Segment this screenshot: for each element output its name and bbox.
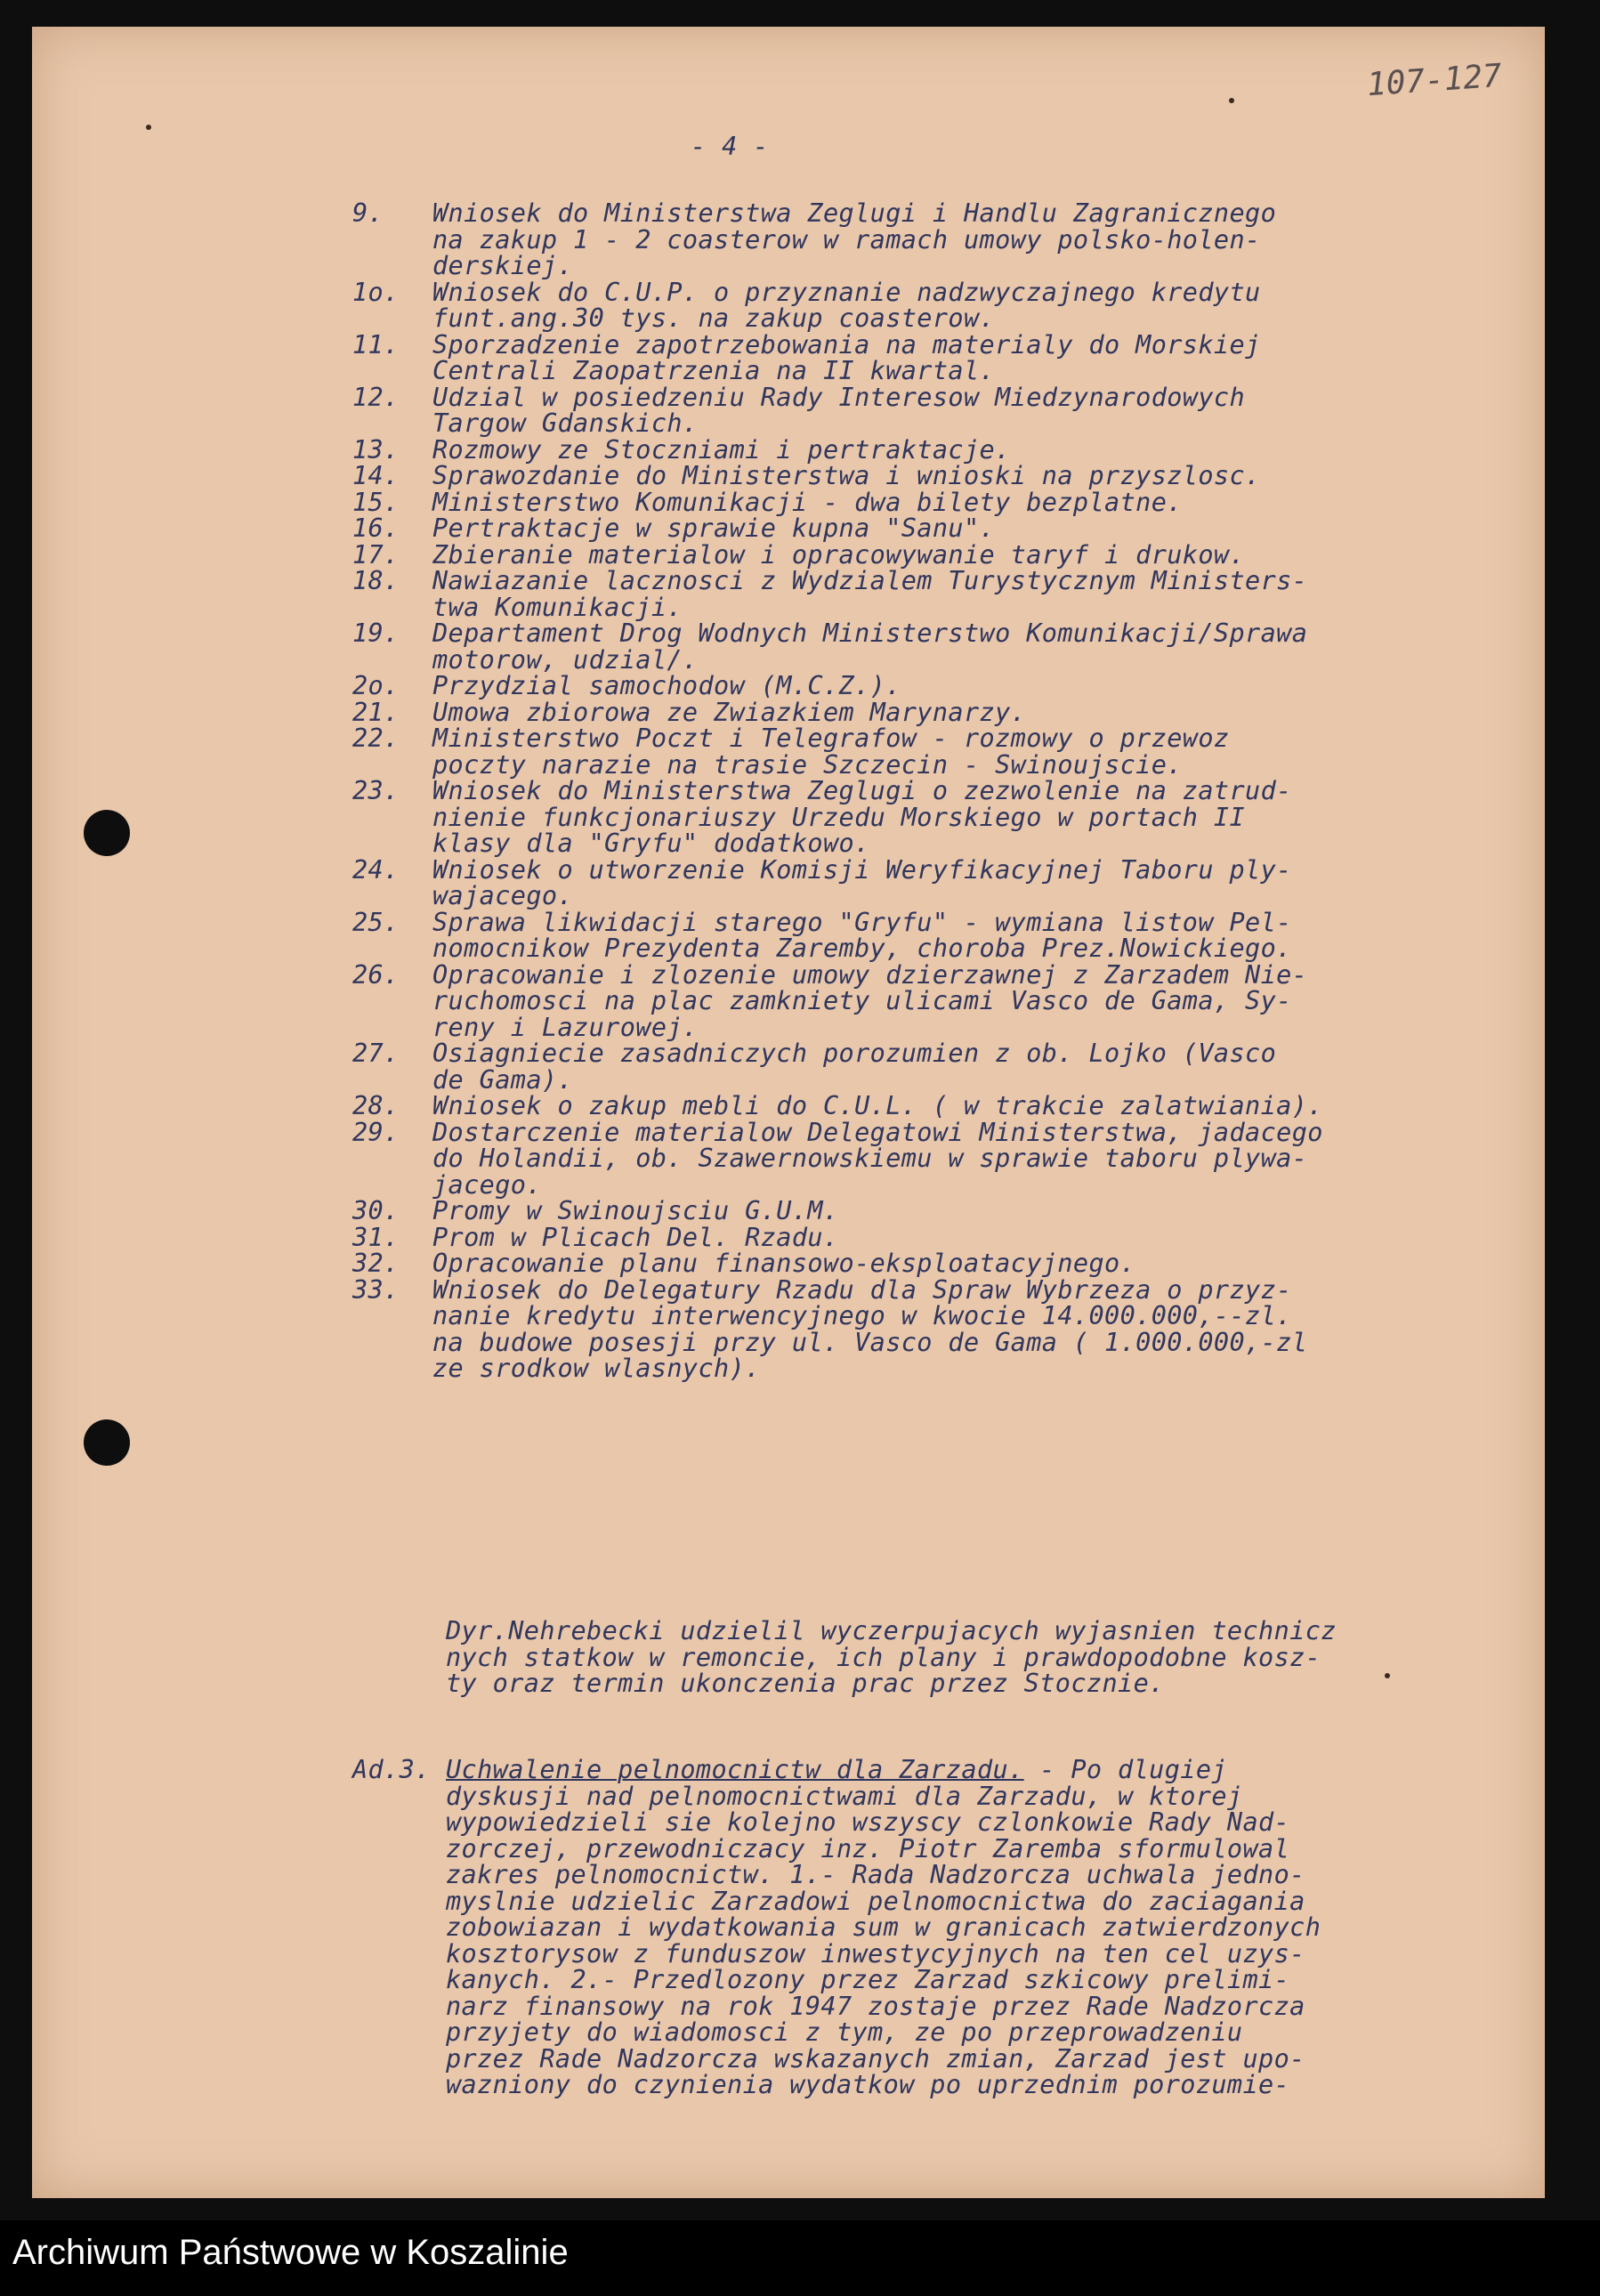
item-number: 29. — [352, 1117, 400, 1147]
item-number: 18. — [352, 566, 400, 595]
item-text: Umowa zbiorowa ze Zwiazkiem Marynarzy. — [432, 697, 1027, 727]
list-item — [352, 489, 1545, 516]
item-text: Zbieranie materialow i opracowywanie taryf i drukow. — [432, 539, 1246, 570]
item-text: Udzial w posiedzeniu Rady Interesow Miedzynarodowych Targow Gdanskich. — [432, 382, 1246, 438]
item-text: Prom w Plicach Del. Rzadu. — [432, 1222, 839, 1252]
item-text: Nawiazanie lacznosci z Wydzialem Turystycznym Ministers- twa Komunikacji. — [432, 566, 1308, 622]
item-text: Wniosek do Delegatury Rzadu dla Spraw Wybrzeza o przyz- nanie kredytu interwencyjnego w kwocie 14.000.000,--zl. na budowe posesji przy ul. Vasco de Gama ( 1.000.000,-zl ze srodkow wlasnych). — [432, 1274, 1308, 1383]
item-text: Rozmowy ze Stoczniami i pertraktacje. — [432, 434, 1011, 465]
list-item — [352, 673, 1545, 699]
item-text: Promy w Swinoujsciu G.U.M. — [432, 1196, 839, 1225]
agenda-point-3 — [352, 1757, 1545, 2098]
item-text: Wniosek do Ministerstwa Zeglugi i Handlu Zagranicznego na zakup 1 - 2 coasterow w ramach umowy polsko-holen- derskiej. — [432, 198, 1277, 280]
list-item — [352, 329, 1545, 385]
item-number: 14. — [352, 461, 400, 490]
list-item — [352, 539, 1545, 570]
list-item — [352, 1222, 1545, 1252]
item-text: Dostarczenie materialow Delegatowi Ministerstwa, jadacego do Holandii, ob. Szawernowskiemu w sprawie taboru plywa- jacego. — [432, 1117, 1323, 1200]
item-number: 19. — [352, 618, 400, 648]
item-text: Departament Drog Wodnych Ministerstwo Komunikacji/Sprawa motorow, udzial/. — [432, 618, 1308, 675]
item-text: Opracowanie i zlozenie umowy dzierzawnej z Zarzadem Nie- ruchomosci na plac zamkniety ulicami Vasco de Gama, Sy- reny i Lazurowej. — [432, 959, 1308, 1042]
item-text: Wniosek do Ministerstwa Zeglugi o zezwolenie na zatrud- nienie funkcjonariuszy Urzedu Morskiego w portach II klasy dla "Gryfu" dodatkowo. — [432, 776, 1292, 858]
item-text: Osiagniecie zasadniczych porozumien z ob. Lojko (Vasco de Gama). — [432, 1039, 1277, 1095]
item-number: 33. — [352, 1274, 400, 1305]
archive-page-annotation: 107-127 — [1365, 57, 1503, 104]
item-number: 30. — [352, 1196, 400, 1225]
agenda-point-heading: Uchwalenie pelnomocnictw dla Zarzadu. — [446, 1755, 1024, 1784]
item-number: 13. — [352, 434, 400, 465]
list-item — [352, 463, 1545, 489]
list-item — [352, 1250, 1545, 1277]
item-text: Opracowanie planu finansowo-eksploatacyjnego. — [432, 1249, 1136, 1278]
agenda-item-list — [352, 200, 1545, 1382]
item-number: 2o. — [352, 671, 400, 700]
item-number: 23. — [352, 776, 400, 805]
list-item — [352, 1117, 1545, 1200]
agenda-point-text: - Po dlugiej dyskusji nad pelnomocnictwami dla Zarzadu, w ktorej wypowiedzieli sie kolejno wszyscy czlonkowie Rady Nad- zorczej, przewodniczacy inz. Piotr Zaremba sformulowal zakres pelnomocnictw. 1.- Rada Nadzorcza uchwala jedno- myslnie udzielic Zarzadowi pelnomocnictwa do zaciagania zobowiazan i wydatkowania sum w granicach zatwierdzonych kosztorysow z funduszow inwestycyjnych na ten cel uzys- kanych. 2.- Przedlozony przez Zarzad szkicowy prelimi- narz finansowy na rok 1947 zostaje przez Rade Nadzorcza przyjety do wiadomosci z tym, ze po przeprowadzeniu przez Rade Nadzorcza wskazanych zmian, Zarzad jest upo- wazniony do czynienia wydatkow po uprzednim porozumie- — [446, 1755, 1321, 2099]
list-item — [352, 1040, 1545, 1093]
list-item — [352, 279, 1545, 332]
item-text: Pertraktacje w sprawie kupna "Sanu". — [432, 513, 996, 543]
item-number: 12. — [352, 382, 400, 412]
item-text: Wniosek do C.U.P. o przyznanie nadzwyczajnego kredytu funt.ang.30 tys. na zakup coasterow. — [432, 277, 1261, 333]
item-text: Ministerstwo Poczt i Telegrafow - rozmowy o przewoz poczty narazie na trasie Szczecin - Swinoujscie. — [432, 724, 1230, 780]
item-number: 28. — [352, 1091, 400, 1120]
item-number: 22. — [352, 724, 400, 753]
agenda-point-body — [446, 1757, 1545, 2098]
page-number: - 4 - — [691, 132, 769, 161]
item-number: 21. — [352, 697, 400, 727]
list-item — [352, 200, 1545, 279]
list-item — [352, 568, 1545, 620]
list-item — [352, 434, 1545, 465]
document-page — [32, 27, 1545, 2198]
item-text: Sporzadzenie zapotrzebowania na materialy do Morskiej Centrali Zaopatrzenia na II kwartal. — [432, 329, 1261, 385]
list-item — [352, 1274, 1545, 1383]
director-note: Dyr.Nehrebecki udzielil wyczerpujacych wyjasnien technicz nych statkow w remoncie, ich plany i prawdopodobne kosz- ty oraz termin ukonczenia prac przez Stocznie. — [446, 1616, 1337, 1698]
list-item — [352, 384, 1545, 437]
item-number: 26. — [352, 959, 400, 990]
list-item — [352, 854, 1545, 910]
list-item — [352, 1093, 1545, 1120]
item-number: 27. — [352, 1039, 400, 1068]
item-number: 15. — [352, 487, 400, 517]
list-item — [352, 907, 1545, 963]
list-item — [352, 778, 1545, 857]
item-number: 31. — [352, 1222, 400, 1252]
item-text: Przydzial samochodow (M.C.Z.). — [432, 671, 901, 700]
item-text: Wniosek o zakup mebli do C.U.L. ( w trakcie zalatwiania). — [432, 1091, 1323, 1120]
list-item — [352, 699, 1545, 726]
punch-hole — [84, 810, 130, 856]
item-number: 24. — [352, 854, 400, 885]
list-item — [352, 959, 1545, 1042]
item-number: 32. — [352, 1249, 400, 1278]
agenda-point-number: Ad.3. — [352, 1755, 431, 1784]
item-text: Wniosek o utworzenie Komisji Weryfikacyjnej Taboru ply- wajacego. — [432, 854, 1292, 910]
archive-name: Archiwum Państwowe w Koszalinie — [12, 2233, 569, 2272]
ink-speck — [1229, 98, 1234, 103]
item-number: 9. — [352, 198, 384, 228]
list-item — [352, 725, 1545, 778]
list-item — [352, 515, 1545, 542]
item-number: 1o. — [352, 277, 400, 307]
item-number: 11. — [352, 329, 400, 360]
punch-hole — [84, 1419, 130, 1466]
list-item — [352, 1198, 1545, 1225]
item-text: Sprawa likwidacji starego "Gryfu" - wymiana listow Pel- nomocnikow Prezydenta Zaremby, choroba Prez.Nowickiego. — [432, 907, 1292, 963]
item-text: Ministerstwo Komunikacji - dwa bilety bezplatne. — [432, 487, 1183, 517]
item-number: 16. — [352, 513, 400, 543]
item-number: 25. — [352, 907, 400, 937]
item-number: 17. — [352, 539, 400, 570]
item-text: Sprawozdanie do Ministerstwa i wnioski na przyszlosc. — [432, 461, 1261, 490]
archive-footer — [0, 2220, 1600, 2296]
ink-speck — [146, 125, 151, 130]
list-item — [352, 620, 1545, 673]
